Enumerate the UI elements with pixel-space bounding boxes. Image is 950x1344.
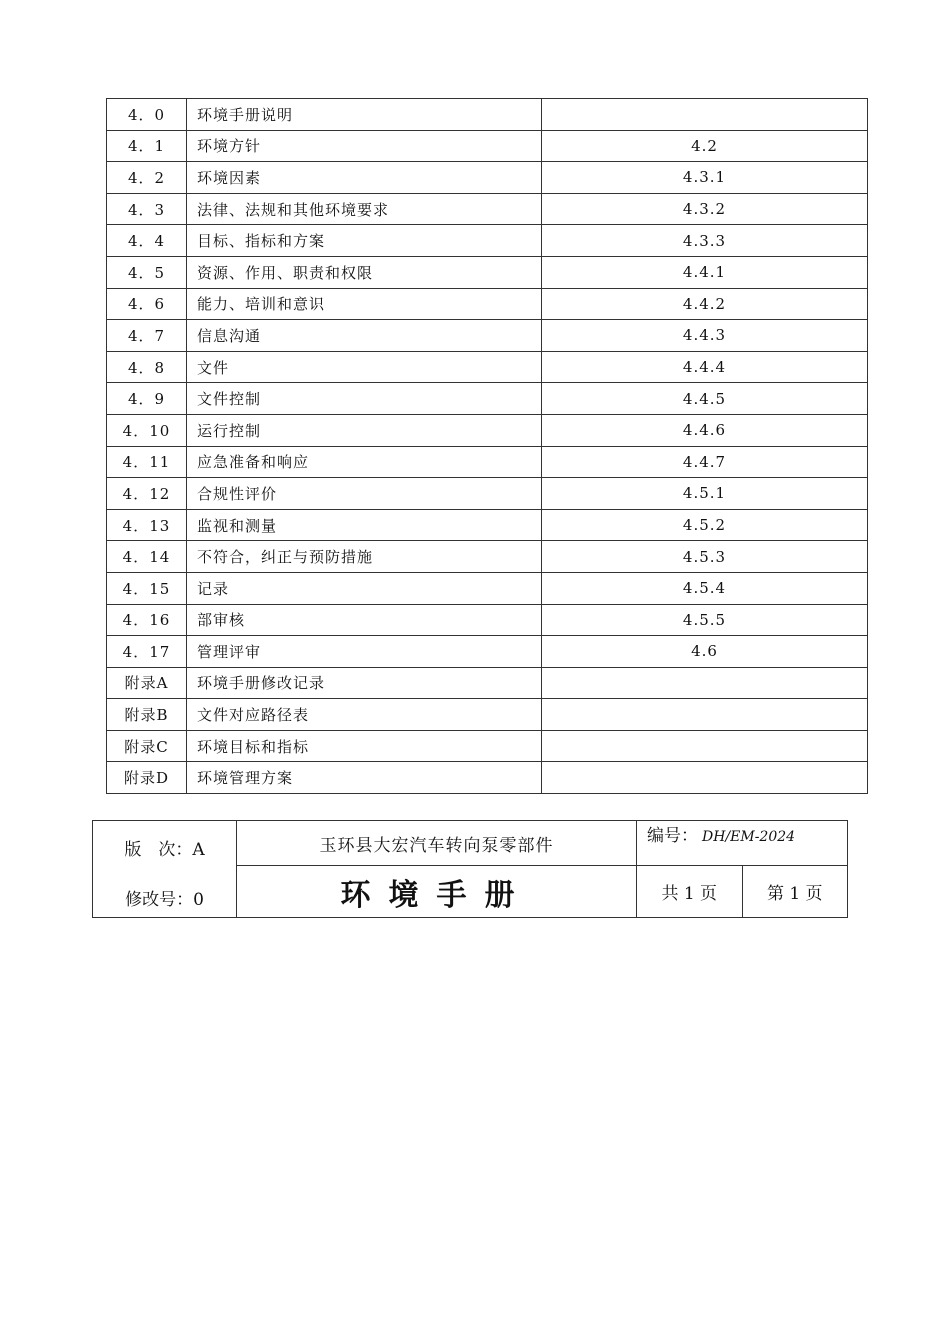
toc-title: 监视和测量 xyxy=(187,509,542,541)
toc-clause: 4.4.7 xyxy=(542,446,868,478)
toc-number: 4．7 xyxy=(107,320,187,352)
toc-clause: 4.4.3 xyxy=(542,320,868,352)
toc-row xyxy=(107,193,868,225)
toc-row xyxy=(107,446,868,478)
toc-clause: 4.4.4 xyxy=(542,351,868,383)
toc-row xyxy=(107,351,868,383)
toc-number: 4．3 xyxy=(107,193,187,225)
toc-row xyxy=(107,256,868,288)
toc-clause xyxy=(542,99,868,131)
toc-number: 4．6 xyxy=(107,288,187,320)
toc-clause xyxy=(542,667,868,699)
toc-title: 能力、培训和意识 xyxy=(187,288,542,320)
toc-clause: 4.3.2 xyxy=(542,193,868,225)
toc-number: 4．9 xyxy=(107,383,187,415)
toc-title: 文件控制 xyxy=(187,383,542,415)
toc-clause: 4.5.4 xyxy=(542,572,868,604)
toc-number: 4．8 xyxy=(107,351,187,383)
toc-title: 合规性评价 xyxy=(187,478,542,510)
toc-clause: 4.3.3 xyxy=(542,225,868,257)
toc-row xyxy=(107,541,868,573)
toc-clause: 4.3.1 xyxy=(542,162,868,194)
edition-label: 版 次：A xyxy=(124,840,205,860)
document-code xyxy=(637,821,848,866)
toc-clause: 4.4.2 xyxy=(542,288,868,320)
toc-title: 不符合，纠正与预防措施 xyxy=(187,541,542,573)
toc-title: 管理评审 xyxy=(187,636,542,668)
toc-title: 文件对应路径表 xyxy=(187,699,542,731)
toc-row xyxy=(107,130,868,162)
toc-row xyxy=(107,288,868,320)
toc-row xyxy=(107,730,868,762)
toc-clause: 4.5.1 xyxy=(542,478,868,510)
toc-clause: 4.4.6 xyxy=(542,414,868,446)
toc-row xyxy=(107,162,868,194)
toc-title: 环境手册说明 xyxy=(187,99,542,131)
toc-row xyxy=(107,762,868,794)
toc-title: 环境因素 xyxy=(187,162,542,194)
toc-clause: 4.4.1 xyxy=(542,256,868,288)
document-footer xyxy=(92,820,848,918)
toc-number: 附录A xyxy=(107,667,187,699)
toc-clause: 4.6 xyxy=(542,636,868,668)
manual-title: 环境手册 xyxy=(237,866,637,918)
toc-clause: 4.5.2 xyxy=(542,509,868,541)
toc-number: 4．12 xyxy=(107,478,187,510)
toc-clause: 4.5.3 xyxy=(542,541,868,573)
toc-title: 信息沟通 xyxy=(187,320,542,352)
toc-row xyxy=(107,509,868,541)
toc-title: 部审核 xyxy=(187,604,542,636)
revision-label: 修改号：0 xyxy=(125,890,204,910)
toc-row xyxy=(107,414,868,446)
toc-title: 环境手册修改记录 xyxy=(187,667,542,699)
toc-number: 4．0 xyxy=(107,99,187,131)
code-value: DH/EM-2024 xyxy=(702,829,796,845)
toc-clause: 4.2 xyxy=(542,130,868,162)
toc-number: 4．13 xyxy=(107,509,187,541)
toc-clause xyxy=(542,730,868,762)
toc-number: 附录C xyxy=(107,730,187,762)
toc-number: 4．16 xyxy=(107,604,187,636)
toc-title: 环境目标和指标 xyxy=(187,730,542,762)
toc-clause xyxy=(542,699,868,731)
toc-title: 资源、作用、职责和权限 xyxy=(187,256,542,288)
toc-row xyxy=(107,699,868,731)
toc-row xyxy=(107,478,868,510)
toc-row xyxy=(107,667,868,699)
toc-clause xyxy=(542,762,868,794)
toc-row xyxy=(107,99,868,131)
toc-title: 环境管理方案 xyxy=(187,762,542,794)
toc-title: 记录 xyxy=(187,572,542,604)
toc-number: 4．4 xyxy=(107,225,187,257)
toc-title: 目标、指标和方案 xyxy=(187,225,542,257)
toc-number: 4．10 xyxy=(107,414,187,446)
toc-number: 附录D xyxy=(107,762,187,794)
toc-number: 4．14 xyxy=(107,541,187,573)
toc-table xyxy=(106,98,868,794)
version-cell xyxy=(93,821,237,918)
toc-title: 应急准备和响应 xyxy=(187,446,542,478)
toc-number: 4．15 xyxy=(107,572,187,604)
toc-number: 4．2 xyxy=(107,162,187,194)
company-name: 玉环县大宏汽车转向泵零部件 xyxy=(237,821,637,866)
toc-row xyxy=(107,383,868,415)
toc-title: 文件 xyxy=(187,351,542,383)
toc-number: 4．17 xyxy=(107,636,187,668)
toc-row xyxy=(107,604,868,636)
code-label: 编号： xyxy=(647,826,698,846)
toc-clause: 4.5.5 xyxy=(542,604,868,636)
page-number: 第 1 页 xyxy=(742,866,848,918)
toc-number: 附录B xyxy=(107,699,187,731)
toc-clause: 4.4.5 xyxy=(542,383,868,415)
toc-body xyxy=(107,99,868,794)
toc-row xyxy=(107,320,868,352)
toc-number: 4．5 xyxy=(107,256,187,288)
toc-number: 4．1 xyxy=(107,130,187,162)
toc-row xyxy=(107,572,868,604)
total-pages: 共 1 页 xyxy=(637,866,743,918)
toc-row xyxy=(107,636,868,668)
toc-title: 环境方针 xyxy=(187,130,542,162)
toc-title: 法律、法规和其他环境要求 xyxy=(187,193,542,225)
toc-row xyxy=(107,225,868,257)
toc-title: 运行控制 xyxy=(187,414,542,446)
toc-number: 4．11 xyxy=(107,446,187,478)
